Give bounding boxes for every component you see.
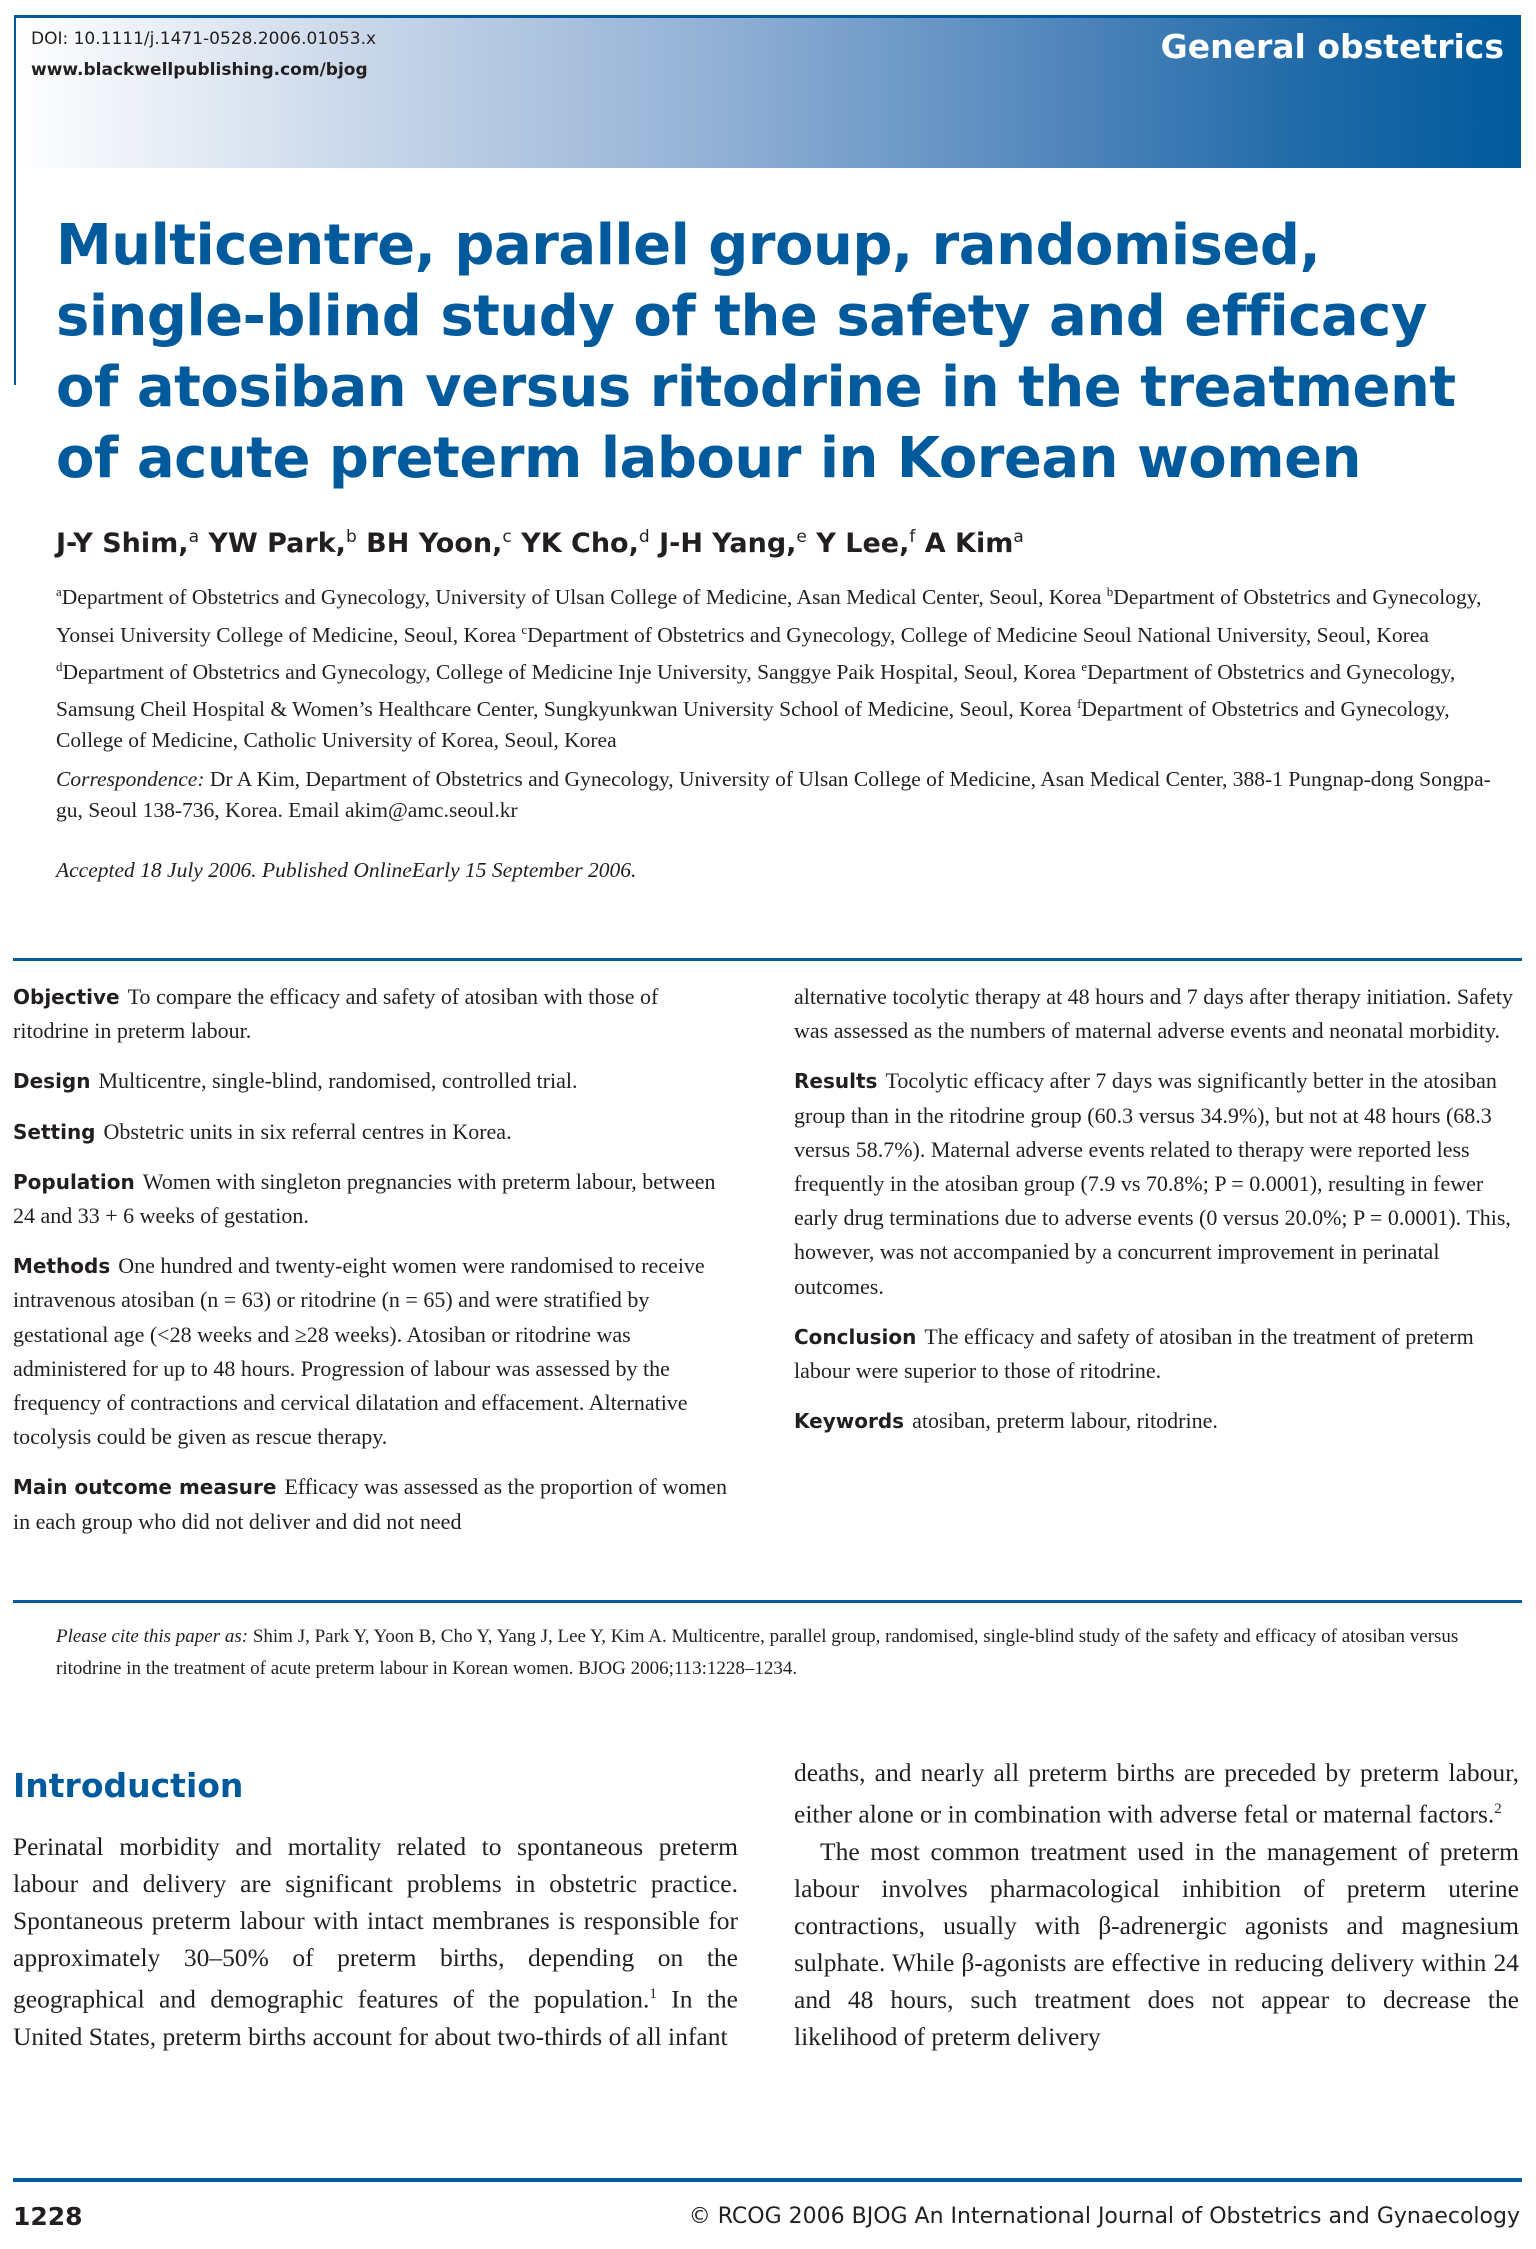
abstract-left-column bbox=[13, 980, 733, 1555]
page-number: 1228 bbox=[13, 2202, 83, 2231]
body-paragraph: Perinatal morbidity and mortality related to spontaneous preterm labour and delivery are significant problems in obstetric practice. Spontaneous preterm labour with intact membranes is responsible for approximately 30–50% of preterm births, depending on the geographical and demographic features of the population.$^1$ In the United States, preterm births account for about two-thirds of all infant bbox=[13, 1832, 738, 2051]
author: J-H Yang,$^e$ bbox=[659, 527, 807, 559]
author: Y Lee,$^f$ bbox=[816, 527, 916, 559]
abstract-right-column bbox=[794, 980, 1514, 1454]
journal-website-link[interactable]: www.blackwellpublishing.com/bjog bbox=[31, 60, 368, 80]
author: A Kim$^a$ bbox=[924, 527, 1024, 559]
citation-text: Shim J, Park Y, Yoon B, Cho Y, Yang J, Lee Y, Kim A. Multicentre, parallel group, randomised, single-blind study of the safety and efficacy of atosiban versus ritodrine in the treatment of acute preterm labour in Korean women. BJOG 2006;113:1228–1234. bbox=[56, 1626, 1459, 1679]
abstract-population: Population Women with singleton pregnancies with preterm labour, between 24 and 33 + 6 weeks of gestation. bbox=[13, 1168, 716, 1229]
abstract-methods: Methods One hundred and twenty-eight women were randomised to receive intravenous atosiban (n = 63) or ritodrine (n = 65) and were stratified by gestational age (<28 weeks and ≥28 weeks). Atosiban or ritodrine was administered for up to 48 hours. Progression of labour was assessed by the frequency of contractions and cervical dilatation and effacement. Alternative tocolysis could be given as rescue therapy. bbox=[13, 1253, 705, 1450]
abstract-design: Design Multicentre, single-blind, randomised, controlled trial. bbox=[13, 1068, 578, 1094]
author: J-Y Shim,$^a$ bbox=[56, 527, 199, 559]
correspondence bbox=[56, 764, 1496, 826]
affiliation: $^c$Department of Obstetrics and Gynecology, College of Medicine Seoul National University, Seoul, Korea bbox=[521, 621, 1429, 647]
body-left-column bbox=[13, 1828, 738, 2055]
section-heading-introduction: Introduction bbox=[13, 1766, 244, 1805]
author-list bbox=[56, 527, 1024, 559]
citation-note bbox=[56, 1621, 1516, 1684]
citation-label: Please cite this paper as: bbox=[56, 1626, 249, 1647]
affiliation: $^a$Department of Obstetrics and Gynecology, University of Ulsan College of Medicine, Asan Medical Center, Seoul, Korea bbox=[56, 584, 1102, 610]
abstract-top-divider bbox=[13, 958, 1522, 961]
reference-marker[interactable]: 1 bbox=[649, 1986, 657, 2002]
header-left-rule bbox=[14, 15, 16, 385]
affiliation: $^d$Department of Obstetrics and Gynecology, College of Medicine Inje University, Sanggye Paik Hospital, Seoul, Korea bbox=[56, 658, 1076, 684]
author: YK Cho,$^d$ bbox=[521, 527, 650, 559]
body-right-column bbox=[794, 1754, 1519, 2055]
footer-divider bbox=[13, 2178, 1522, 2182]
article-title: Multicentre, parallel group, randomised, single-blind study of the safety and efficacy of atosiban versus ritodrine in the treatment of acute preterm labour in Korean women bbox=[56, 213, 1456, 491]
section-label: General obstetrics bbox=[1160, 27, 1504, 66]
abstract-bottom-divider bbox=[13, 1600, 1522, 1603]
affiliations bbox=[56, 576, 1496, 757]
author: BH Yoon,$^c$ bbox=[366, 527, 512, 559]
affiliation: $^b$Department of Obstetrics and Gynecology, Yonsei University College of Medicine, Seoul, Korea bbox=[56, 584, 1482, 647]
body-paragraph: The most common treatment used in the management of preterm labour involves pharmacological inhibition of preterm uterine contractions, usually with β-adrenergic agonists and magnesium sulphate. While β-agonists are effective in reducing delivery within 24 and 48 hours, such treatment does not appear to decrease the likelihood of preterm delivery bbox=[794, 1836, 1519, 2051]
correspondence-label: Correspondence: bbox=[56, 767, 205, 791]
abstract-objective: Objective To compare the efficacy and safety of atosiban with those of ritodrine in preterm labour. bbox=[13, 984, 659, 1044]
abstract-setting: Setting Obstetric units in six referral centres in Korea. bbox=[13, 1118, 512, 1144]
reference-marker[interactable]: 2 bbox=[1494, 1801, 1502, 1817]
body-paragraph: deaths, and nearly all preterm births are preceded by preterm labour, either alone or in combination with adverse fetal or maternal factors.$^2$ bbox=[794, 1758, 1519, 1829]
abstract-main-outcome-continued: alternative tocolytic therapy at 48 hours and 7 days after therapy initiation. Safety was assessed as the numbers of maternal adverse events and neonatal morbidity. bbox=[794, 984, 1514, 1044]
footer-journal-copyright: © RCOG 2006 BJOG An International Journal of Obstetrics and Gynaecology bbox=[688, 2204, 1520, 2229]
abstract-keywords: Keywords atosiban, preterm labour, ritodrine. bbox=[794, 1408, 1218, 1434]
abstract-conclusion: Conclusion The efficacy and safety of atosiban in the treatment of preterm labour were superior to those of ritodrine. bbox=[794, 1323, 1474, 1384]
correspondence-text: Dr A Kim, Department of Obstetrics and Gynecology, University of Ulsan College of Medicine, Asan Medical Center, 388-1 Pungnap-dong Songpa-gu, Seoul 138-736, Korea. Email akim@amc.seoul.kr bbox=[56, 767, 1491, 823]
abstract-results: Results Tocolytic efficacy after 7 days was significantly better in the atosiban group than in the ritodrine group (60.3 versus 34.9%), but not at 48 hours (68.3 versus 58.7%). Maternal adverse events related to therapy were reported less frequently in the atosiban group (7.9 vs 70.8%; P = 0.0001), resulting in fewer early drug terminations due to adverse events (0 versus 20.0%; P = 0.0001). This, however, was not accompanied by a concurrent improvement in perinatal outcomes. bbox=[794, 1068, 1511, 1299]
doi-text: DOI: 10.1111/j.1471-0528.2006.01053.x bbox=[31, 29, 377, 49]
publication-dates: Accepted 18 July 2006. Published OnlineEarly 15 September 2006. bbox=[56, 858, 637, 882]
affiliation: $^e$Department of Obstetrics and Gynecology, Samsung Cheil Hospital & Women’s Healthcare Center, Sungkyunkwan University School of Medicine, Seoul, Korea bbox=[56, 658, 1456, 722]
affiliation: $^f$Department of Obstetrics and Gynecology, College of Medicine, Catholic University of Korea, Seoul, Korea bbox=[56, 696, 1450, 753]
author: YW Park,$^b$ bbox=[208, 527, 357, 559]
abstract-main-outcome: Main outcome measure Efficacy was assessed as the proportion of women in each group who did not deliver and did not need bbox=[13, 1474, 727, 1534]
